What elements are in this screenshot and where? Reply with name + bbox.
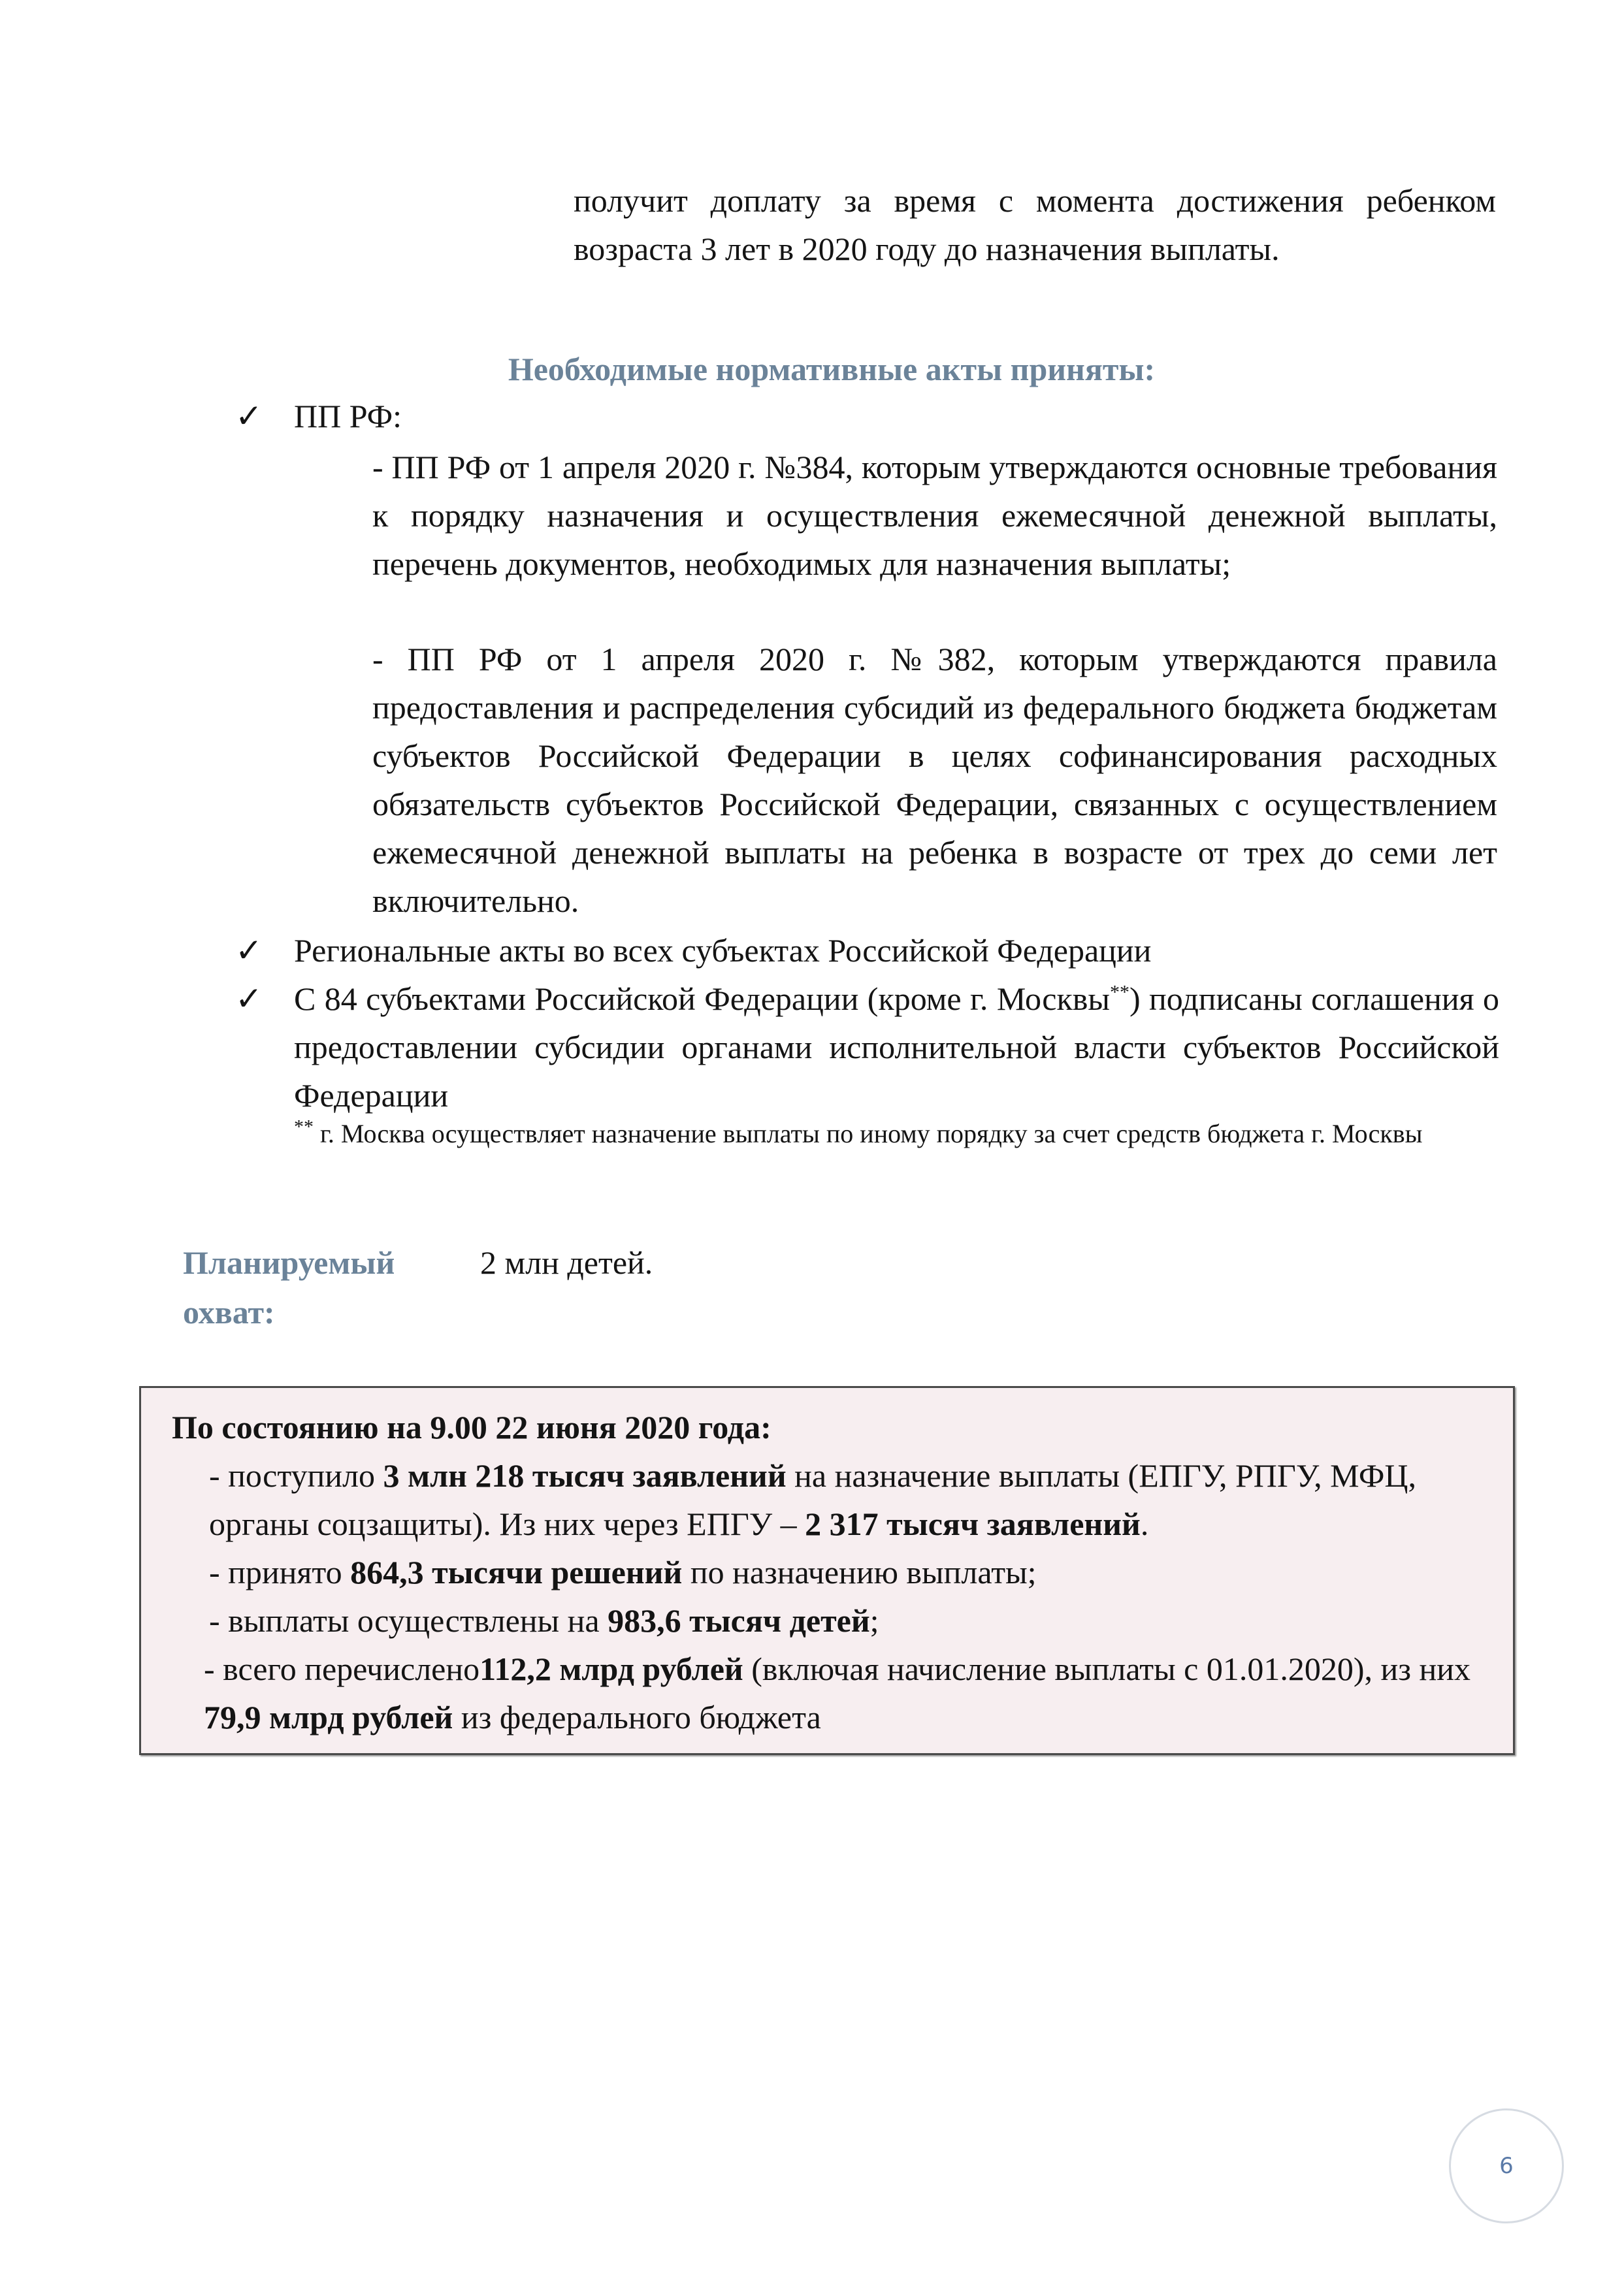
checkmark-icon: ✓ <box>235 932 263 969</box>
coverage-label: Планируемый охват: <box>183 1244 395 1331</box>
checkmark-icon: ✓ <box>235 980 263 1017</box>
footnote-mark: ** <box>1109 981 1129 1003</box>
list-item-label: ПП РФ: <box>294 398 402 434</box>
list-item-pp-rf <box>235 392 1499 440</box>
status-line-payments: - выплаты осуществлены на 983,6 тысяч детей; <box>209 1602 879 1639</box>
status-title: По состоянию на 9.00 22 июня 2020 года: <box>172 1409 771 1445</box>
coverage-value: 2 млн детей. <box>480 1244 653 1281</box>
list-item-regional-acts <box>235 926 1499 975</box>
intro-paragraph: получит доплату за время с момента достижения ребенком возраста 3 лет в 2020 году до назначения выплаты. <box>574 182 1496 267</box>
acts-section-heading: Необходимые нормативные акты приняты: <box>508 351 1156 387</box>
status-line-transferred: - всего перечислено112,2 млрд рублей (включая начисление выплаты с 01.01.2020), из них 79,9 млрд рублей из федерального бюджета <box>204 1651 1471 1735</box>
status-line-applications: - поступило 3 млн 218 тысяч заявлений на назначение выплаты (ЕПГУ, РПГУ, МФЦ, органы соцзащиты). Из них через ЕПГУ – 2 317 тысяч заявлений. <box>209 1457 1416 1542</box>
sub-item-pp-384: - ПП РФ от 1 апреля 2020 г. №384, которым утверждаются основные требования к порядку назначения и осуществления ежемесячной денежной выплаты, перечень документов, необходимых для назначения выплаты; <box>372 449 1497 582</box>
page-number: 6 <box>1449 2108 1564 2223</box>
footnote: ** г. Москва осуществляет назначение выплаты по иному порядку за счет средств бюджета г. Москвы <box>294 1116 1423 1148</box>
status-line-decisions: - принято 864,3 тысячи решений по назначению выплаты; <box>209 1554 1037 1590</box>
list-item-label: С 84 субъектами Российской Федерации (кроме г. Москвы**) подписаны соглашения о предоставлении субсидии органами исполнительной власти субъектов Российской Федерации <box>294 980 1500 1114</box>
checkmark-icon: ✓ <box>235 398 263 434</box>
sub-item-pp-382: - ПП РФ от 1 апреля 2020 г. №382, которым утверждаются правила предоставления и распределения субсидий из федерального бюджета бюджетам субъектов Российской Федерации в целях софинансирования расходных обязательств субъектов Российской Федерации, связанных с осуществлением ежемесячной денежной выплаты на ребенка в возрасте от трех до семи лет включительно. <box>372 641 1497 919</box>
list-item-label: Региональные акты во всех субъектах Российской Федерации <box>294 932 1152 969</box>
footnote-mark: ** <box>294 1116 314 1138</box>
list-item-agreements <box>235 975 1499 1120</box>
